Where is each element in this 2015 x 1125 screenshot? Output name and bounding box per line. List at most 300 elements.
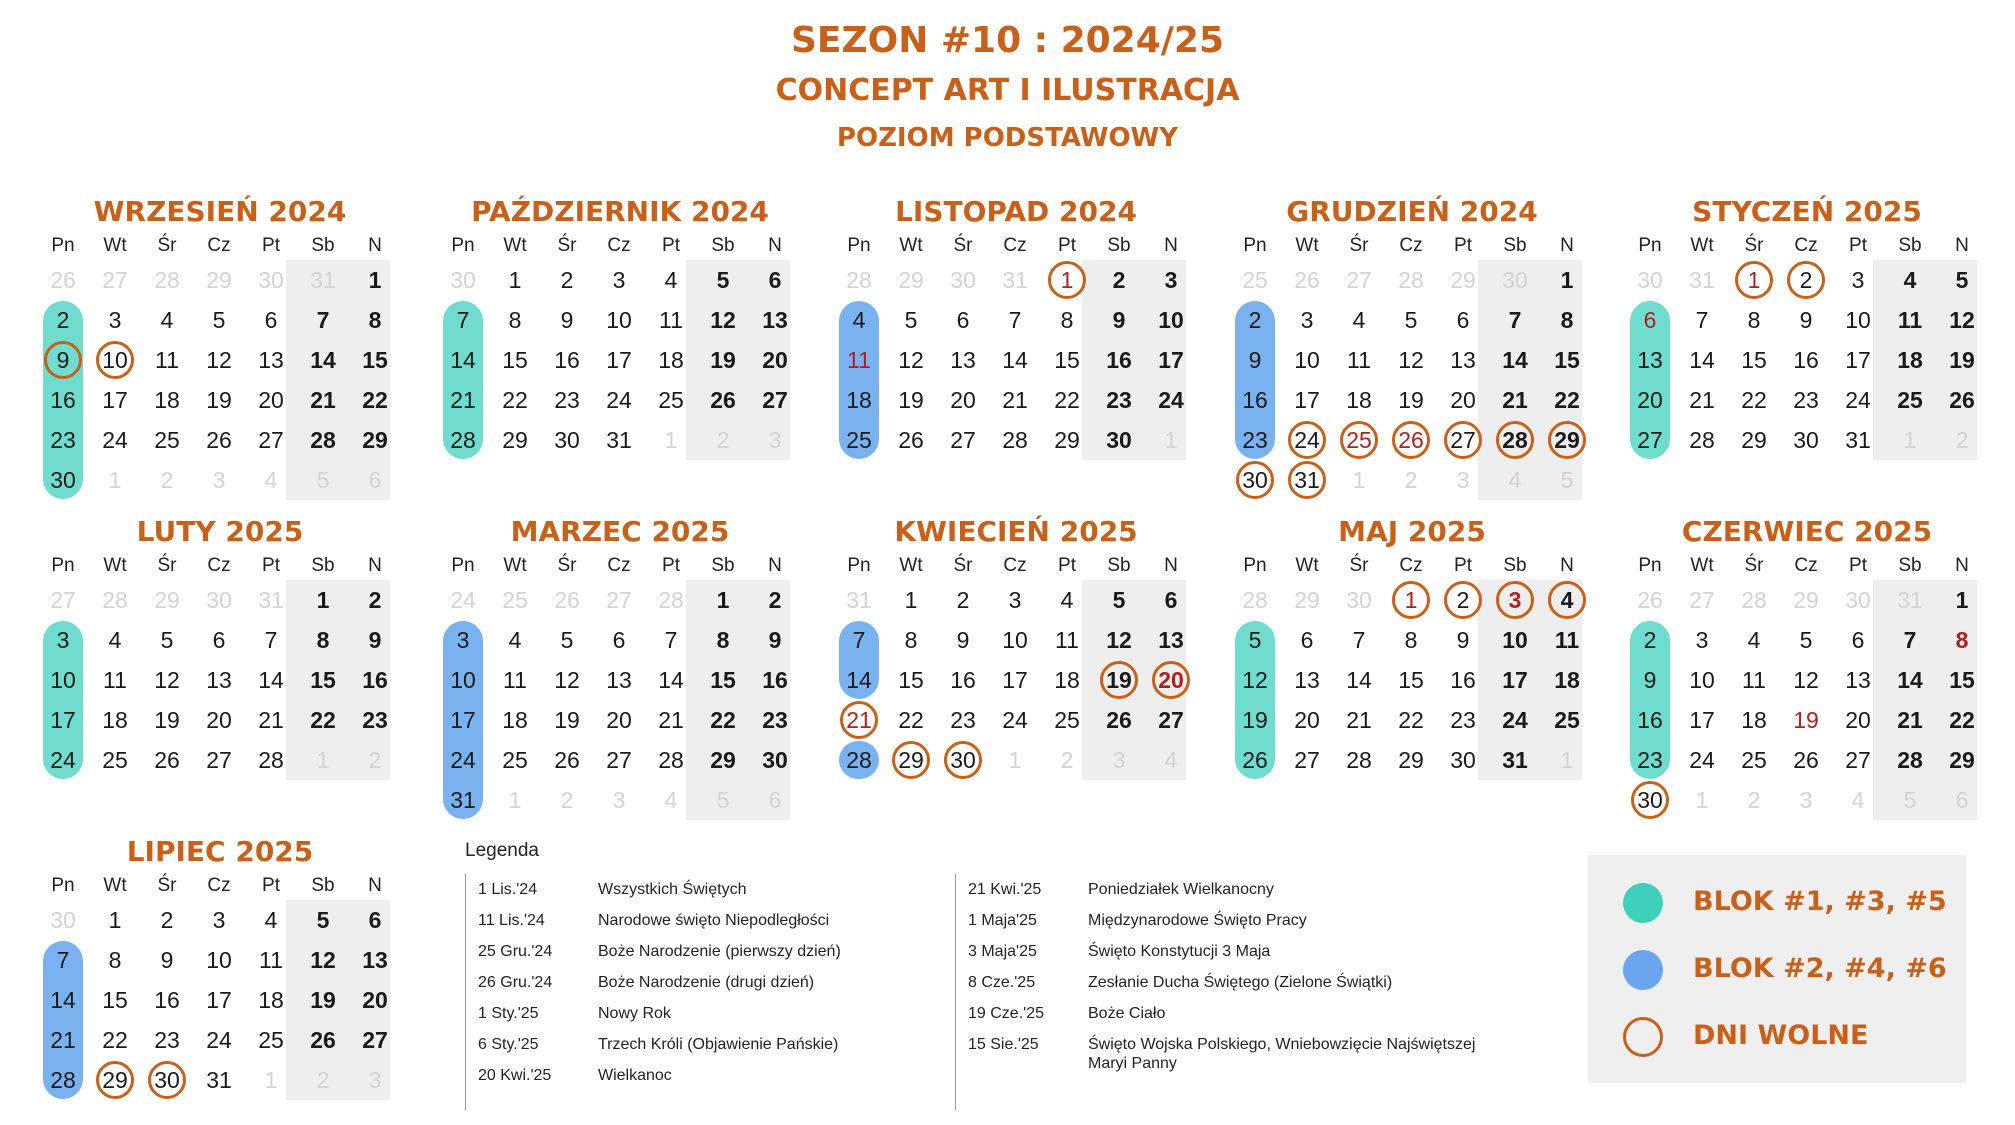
calendar-day: 23 bbox=[154, 1027, 180, 1053]
calendar-day: 14 bbox=[1002, 347, 1028, 373]
holiday-date: 3 Maja'25 bbox=[968, 943, 1037, 960]
weekday-label: Wt bbox=[899, 555, 923, 576]
calendar-day: 22 bbox=[310, 707, 336, 733]
weekday-label: N bbox=[768, 235, 782, 256]
adjacent-month-day: 31 bbox=[310, 267, 336, 293]
adjacent-month-day: 28 bbox=[846, 267, 872, 293]
calendar-day: 1 bbox=[1560, 267, 1574, 293]
calendar-day: 8 bbox=[368, 307, 382, 333]
calendar-day: 19 bbox=[1242, 707, 1268, 733]
calendar-day: 16 bbox=[1242, 387, 1268, 413]
color-key bbox=[1588, 855, 1966, 1083]
calendar-day: 15 bbox=[102, 987, 128, 1013]
holiday-name: Wszystkich Świętych bbox=[598, 881, 747, 898]
weekday-label: Cz bbox=[207, 235, 231, 256]
adjacent-month-day: 24 bbox=[450, 587, 476, 613]
calendar-day: 8 bbox=[108, 947, 122, 973]
adjacent-month-day: 26 bbox=[50, 267, 76, 293]
weekday-label: Wt bbox=[1295, 235, 1319, 256]
adjacent-month-day: 1 bbox=[1164, 427, 1178, 453]
calendar-day: 3 bbox=[56, 627, 70, 653]
holiday-name: Boże Ciało bbox=[1088, 1005, 1166, 1022]
calendar-day: 30 bbox=[1793, 427, 1819, 453]
adjacent-month-day: 30 bbox=[50, 907, 76, 933]
weekday-label: Cz bbox=[207, 875, 231, 896]
calendar-day: 24 bbox=[1002, 707, 1028, 733]
calendar-day: 9 bbox=[768, 627, 782, 653]
calendar-day: 21 bbox=[310, 387, 336, 413]
calendar-day: 4 bbox=[108, 627, 122, 653]
adjacent-month-day: 27 bbox=[1346, 267, 1372, 293]
key-teal-label: BLOK #1, #3, #5 bbox=[1693, 886, 1947, 917]
calendar-day: 23 bbox=[554, 387, 580, 413]
adjacent-month-day: 6 bbox=[768, 787, 782, 813]
holiday-date: 1 Lis.'24 bbox=[478, 881, 538, 898]
calendar-day: 10 bbox=[1158, 307, 1184, 333]
adjacent-month-day: 26 bbox=[1637, 587, 1663, 613]
weekday-label: Pn bbox=[847, 235, 871, 256]
calendar-day: 28 bbox=[658, 747, 684, 773]
calendar-day: 24 bbox=[1689, 747, 1715, 773]
calendar-day: 21 bbox=[1502, 387, 1528, 413]
calendar-day: 21 bbox=[258, 707, 284, 733]
adjacent-month-day: 25 bbox=[1242, 267, 1268, 293]
calendar-day: 7 bbox=[1695, 307, 1709, 333]
calendar-day: 19 bbox=[1106, 667, 1132, 693]
calendar-day: 26 bbox=[154, 747, 180, 773]
calendar-day: 1 bbox=[368, 267, 382, 293]
calendar-day: 6 bbox=[768, 267, 782, 293]
weekday-label: Wt bbox=[103, 555, 127, 576]
adjacent-month-day: 30 bbox=[206, 587, 232, 613]
calendar-day: 28 bbox=[1002, 427, 1028, 453]
calendar-day: 10 bbox=[206, 947, 232, 973]
adjacent-month-day: 25 bbox=[502, 587, 528, 613]
calendar-day: 11 bbox=[1055, 627, 1079, 653]
calendar-day: 26 bbox=[1398, 427, 1424, 453]
calendar-day: 8 bbox=[904, 627, 918, 653]
calendar-day: 6 bbox=[1164, 587, 1178, 613]
weekday-label: Pn bbox=[51, 235, 75, 256]
calendar-day: 2 bbox=[1643, 627, 1657, 653]
calendar-day: 4 bbox=[264, 907, 278, 933]
calendar-day: 1 bbox=[1747, 267, 1761, 293]
calendar-day: 7 bbox=[1508, 307, 1522, 333]
calendar-day: 27 bbox=[606, 747, 632, 773]
weekday-label: Pn bbox=[51, 875, 75, 896]
holiday-name: Poniedziałek Wielkanocny bbox=[1088, 881, 1274, 898]
calendar-day: 7 bbox=[264, 627, 278, 653]
calendar-day: 12 bbox=[710, 307, 736, 333]
weekday-label: Pt bbox=[262, 875, 280, 896]
calendar-day: 3 bbox=[1300, 307, 1314, 333]
calendar-day: 16 bbox=[1793, 347, 1819, 373]
calendar-day: 27 bbox=[762, 387, 788, 413]
calendar-day: 26 bbox=[206, 427, 232, 453]
calendar-day: 5 bbox=[716, 267, 730, 293]
weekday-label: Pn bbox=[1638, 235, 1662, 256]
calendar-day: 4 bbox=[160, 307, 174, 333]
adjacent-month-day: 31 bbox=[1897, 587, 1923, 613]
calendar-day: 17 bbox=[606, 347, 632, 373]
weekday-label: N bbox=[368, 875, 382, 896]
holiday-date: 1 Maja'25 bbox=[968, 912, 1037, 929]
adjacent-month-day: 2 bbox=[368, 747, 382, 773]
calendar-day: 12 bbox=[1398, 347, 1424, 373]
calendar-day: 22 bbox=[102, 1027, 128, 1053]
adjacent-month-day: 6 bbox=[368, 467, 382, 493]
calendar-day: 21 bbox=[1002, 387, 1028, 413]
adjacent-month-day: 5 bbox=[716, 787, 730, 813]
calendar-day: 18 bbox=[1346, 387, 1372, 413]
adjacent-month-day: 5 bbox=[316, 467, 330, 493]
calendar-day: 11 bbox=[503, 667, 527, 693]
adjacent-month-day: 29 bbox=[206, 267, 232, 293]
calendar-day: 7 bbox=[56, 947, 70, 973]
weekday-label: Wt bbox=[1295, 555, 1319, 576]
calendar-day: 1 bbox=[1060, 267, 1074, 293]
adjacent-month-day: 27 bbox=[1689, 587, 1715, 613]
calendar-day: 14 bbox=[450, 347, 476, 373]
calendar-day: 9 bbox=[1799, 307, 1813, 333]
calendar-day: 19 bbox=[1793, 707, 1819, 733]
adjacent-month-day: 3 bbox=[768, 427, 782, 453]
calendar-day: 19 bbox=[154, 707, 180, 733]
calendar-day: 11 bbox=[259, 947, 283, 973]
month-title: STYCZEŃ 2025 bbox=[1692, 195, 1922, 228]
weekday-label: N bbox=[1560, 235, 1574, 256]
calendar-day: 29 bbox=[1741, 427, 1767, 453]
calendar-day: 25 bbox=[258, 1027, 284, 1053]
calendar-day: 21 bbox=[846, 707, 872, 733]
calendar-day: 26 bbox=[710, 387, 736, 413]
calendar-day: 3 bbox=[108, 307, 122, 333]
calendar-day: 2 bbox=[56, 307, 70, 333]
calendar-day: 21 bbox=[658, 707, 684, 733]
calendar-day: 8 bbox=[1404, 627, 1418, 653]
calendar-day: 25 bbox=[1741, 747, 1767, 773]
calendar-day: 26 bbox=[1793, 747, 1819, 773]
calendar-day: 22 bbox=[1554, 387, 1580, 413]
calendar-day: 7 bbox=[664, 627, 678, 653]
adjacent-month-day: 28 bbox=[1398, 267, 1424, 293]
calendar-day: 17 bbox=[1002, 667, 1028, 693]
calendar-day: 21 bbox=[1897, 707, 1923, 733]
adjacent-month-day: 30 bbox=[1637, 267, 1663, 293]
calendar-day: 30 bbox=[50, 467, 76, 493]
holiday-name: Narodowe święto Niepodległości bbox=[598, 912, 830, 929]
weekday-label: Pt bbox=[662, 555, 680, 576]
calendar-day: 16 bbox=[362, 667, 388, 693]
adjacent-month-day: 29 bbox=[1793, 587, 1819, 613]
calendar-day: 2 bbox=[1799, 267, 1813, 293]
calendar-day: 8 bbox=[1955, 627, 1969, 653]
calendar-day: 30 bbox=[154, 1067, 180, 1093]
calendar-day: 11 bbox=[1554, 627, 1580, 653]
calendar-day: 1 bbox=[904, 587, 918, 613]
calendar-day: 4 bbox=[664, 267, 678, 293]
weekday-label: Pn bbox=[451, 235, 475, 256]
adjacent-month-day: 2 bbox=[160, 467, 174, 493]
weekday-label: Pn bbox=[451, 555, 475, 576]
calendar-day: 14 bbox=[1502, 347, 1528, 373]
adjacent-month-day: 1 bbox=[1903, 427, 1917, 453]
calendar-day: 30 bbox=[1242, 467, 1268, 493]
calendar-day: 15 bbox=[1949, 667, 1975, 693]
calendar-day: 7 bbox=[316, 307, 330, 333]
calendar-day: 4 bbox=[852, 307, 866, 333]
weekday-label: Sb bbox=[711, 555, 735, 576]
weekday-label: Pt bbox=[662, 235, 680, 256]
calendar-day: 19 bbox=[310, 987, 336, 1013]
weekday-label: Cz bbox=[1794, 555, 1818, 576]
month-title: MAJ 2025 bbox=[1338, 515, 1486, 548]
weekday-label: N bbox=[1560, 555, 1574, 576]
calendar-day: 28 bbox=[258, 747, 284, 773]
weekday-label: Cz bbox=[207, 555, 231, 576]
calendar-day: 17 bbox=[1689, 707, 1715, 733]
adjacent-month-day: 2 bbox=[1060, 747, 1074, 773]
calendar-day: 11 bbox=[1897, 307, 1923, 333]
calendar-day: 5 bbox=[1955, 267, 1969, 293]
weekday-label: Pt bbox=[1454, 235, 1472, 256]
weekday-label: Pn bbox=[847, 555, 871, 576]
holiday-date: 19 Cze.'25 bbox=[968, 1005, 1044, 1022]
calendar-day: 28 bbox=[1502, 427, 1528, 453]
calendar-day: 17 bbox=[450, 707, 476, 733]
adjacent-month-day: 31 bbox=[258, 587, 284, 613]
calendar-day: 28 bbox=[846, 747, 872, 773]
adjacent-month-day: 2 bbox=[1747, 787, 1761, 813]
calendar-day: 25 bbox=[1054, 707, 1080, 733]
weekday-label: Cz bbox=[1399, 235, 1423, 256]
weekday-label: N bbox=[368, 555, 382, 576]
calendar-day: 15 bbox=[362, 347, 388, 373]
calendar-day: 22 bbox=[1398, 707, 1424, 733]
holiday-date: 1 Sty.'25 bbox=[478, 1005, 539, 1022]
calendar-day: 13 bbox=[1294, 667, 1320, 693]
calendar-day: 29 bbox=[1398, 747, 1424, 773]
calendar-day: 3 bbox=[1164, 267, 1178, 293]
calendar-day: 28 bbox=[1897, 747, 1923, 773]
adjacent-month-day: 2 bbox=[316, 1067, 330, 1093]
adjacent-month-day: 29 bbox=[898, 267, 924, 293]
calendar-day: 11 bbox=[847, 347, 871, 373]
calendar-day: 18 bbox=[1741, 707, 1767, 733]
month-title: WRZESIEŃ 2024 bbox=[93, 195, 347, 228]
calendar-day: 17 bbox=[206, 987, 232, 1013]
calendar-day: 15 bbox=[1741, 347, 1767, 373]
calendar-day: 6 bbox=[368, 907, 382, 933]
holiday-date: 20 Kwi.'25 bbox=[478, 1067, 552, 1084]
weekday-label: Śr bbox=[157, 555, 177, 576]
calendar-day: 29 bbox=[898, 747, 924, 773]
calendar-day: 30 bbox=[1450, 747, 1476, 773]
calendar-day: 1 bbox=[716, 587, 730, 613]
adjacent-month-day: 1 bbox=[664, 427, 678, 453]
calendar-day: 25 bbox=[102, 747, 128, 773]
adjacent-month-day: 1 bbox=[108, 467, 122, 493]
calendar-day: 20 bbox=[1845, 707, 1871, 733]
calendar-day: 18 bbox=[502, 707, 528, 733]
legend-column-left bbox=[465, 874, 936, 1110]
weekday-label: Cz bbox=[607, 555, 631, 576]
calendar-day: 7 bbox=[1903, 627, 1917, 653]
calendar-day: 19 bbox=[1398, 387, 1424, 413]
calendar-day: 2 bbox=[768, 587, 782, 613]
calendar-day: 20 bbox=[1294, 707, 1320, 733]
calendar-day: 7 bbox=[1008, 307, 1022, 333]
calendar-day: 3 bbox=[1695, 627, 1709, 653]
calendar-day: 17 bbox=[50, 707, 76, 733]
weekday-label: N bbox=[768, 555, 782, 576]
calendar-day: 28 bbox=[1346, 747, 1372, 773]
calendar-day: 19 bbox=[554, 707, 580, 733]
calendar-day: 29 bbox=[1949, 747, 1975, 773]
calendar-day: 1 bbox=[1404, 587, 1418, 613]
calendar-day: 9 bbox=[56, 347, 70, 373]
month-title: KWIECIEŃ 2025 bbox=[894, 515, 1138, 548]
weekday-label: Sb bbox=[1898, 235, 1922, 256]
calendar-day: 13 bbox=[1637, 347, 1663, 373]
holiday-date: 15 Sie.'25 bbox=[968, 1036, 1039, 1053]
calendar-day: 18 bbox=[1897, 347, 1923, 373]
calendar-day: 29 bbox=[1554, 427, 1580, 453]
weekday-label: Sb bbox=[711, 235, 735, 256]
adjacent-month-day: 27 bbox=[50, 587, 76, 613]
adjacent-month-day: 27 bbox=[606, 587, 632, 613]
adjacent-month-day: 28 bbox=[1741, 587, 1767, 613]
weekday-label: Wt bbox=[899, 235, 923, 256]
calendar-day: 30 bbox=[762, 747, 788, 773]
adjacent-month-day: 26 bbox=[554, 587, 580, 613]
adjacent-month-day: 30 bbox=[950, 267, 976, 293]
calendar-day: 24 bbox=[1845, 387, 1871, 413]
calendar-day: 17 bbox=[1158, 347, 1184, 373]
calendar-day: 5 bbox=[1248, 627, 1262, 653]
calendar-day: 6 bbox=[212, 627, 226, 653]
holiday-name: Boże Narodzenie (pierwszy dzień) bbox=[598, 943, 841, 960]
calendar-day: 5 bbox=[1112, 587, 1126, 613]
calendar-day: 9 bbox=[956, 627, 970, 653]
adjacent-month-day: 1 bbox=[1695, 787, 1709, 813]
calendar-day: 28 bbox=[50, 1067, 76, 1093]
weekday-label: Pn bbox=[1243, 235, 1267, 256]
calendar-day: 17 bbox=[1502, 667, 1528, 693]
adjacent-month-day: 1 bbox=[508, 787, 522, 813]
calendar-day: 24 bbox=[102, 427, 128, 453]
calendar-day: 5 bbox=[160, 627, 174, 653]
calendar-day: 30 bbox=[1637, 787, 1663, 813]
weekday-label: Pt bbox=[1058, 235, 1076, 256]
holiday-date: 25 Gru.'24 bbox=[478, 943, 553, 960]
weekday-label: Sb bbox=[1898, 555, 1922, 576]
weekday-label: Śr bbox=[157, 875, 177, 896]
weekday-label: Śr bbox=[1349, 555, 1369, 576]
calendar-day: 3 bbox=[1851, 267, 1865, 293]
calendar-day: 29 bbox=[362, 427, 388, 453]
calendar-day: 18 bbox=[658, 347, 684, 373]
calendar-day: 8 bbox=[316, 627, 330, 653]
calendar-day: 11 bbox=[155, 347, 179, 373]
calendar-day: 5 bbox=[904, 307, 918, 333]
calendar-day: 18 bbox=[154, 387, 180, 413]
calendar-day: 3 bbox=[612, 267, 626, 293]
calendar-day: 2 bbox=[956, 587, 970, 613]
adjacent-month-day: 27 bbox=[102, 267, 128, 293]
calendar-day: 12 bbox=[310, 947, 336, 973]
calendar-day: 28 bbox=[450, 427, 476, 453]
weekday-label: Sb bbox=[311, 875, 335, 896]
calendar-day: 13 bbox=[206, 667, 232, 693]
calendar-day: 13 bbox=[362, 947, 388, 973]
calendar-day: 5 bbox=[560, 627, 574, 653]
calendar-day: 28 bbox=[1689, 427, 1715, 453]
calendar-day: 14 bbox=[50, 987, 76, 1013]
calendar-day: 10 bbox=[1502, 627, 1528, 653]
adjacent-month-day: 29 bbox=[1294, 587, 1320, 613]
calendar-day: 27 bbox=[258, 427, 284, 453]
weekday-label: Pt bbox=[1849, 555, 1867, 576]
holiday-name: Zesłanie Ducha Świętego (Zielone Świątki) bbox=[1088, 974, 1393, 991]
adjacent-month-day: 30 bbox=[1346, 587, 1372, 613]
adjacent-month-day: 4 bbox=[1851, 787, 1865, 813]
calendar-day: 2 bbox=[1112, 267, 1126, 293]
month-title: GRUDZIEŃ 2024 bbox=[1286, 195, 1538, 228]
season-title: SEZON #10 : 2024/25 bbox=[790, 20, 1225, 61]
key-off-label: DNI WOLNE bbox=[1693, 1020, 1869, 1051]
calendar-day: 22 bbox=[1949, 707, 1975, 733]
calendar-day: 17 bbox=[102, 387, 128, 413]
adjacent-month-day: 31 bbox=[1002, 267, 1028, 293]
teal-dot-icon bbox=[1623, 883, 1663, 923]
weekday-label: N bbox=[1164, 235, 1178, 256]
month-title: LIPIEC 2025 bbox=[126, 835, 314, 868]
calendar-day: 24 bbox=[1502, 707, 1528, 733]
calendar-day: 9 bbox=[1248, 347, 1262, 373]
calendar-day: 4 bbox=[508, 627, 522, 653]
holiday-date: 21 Kwi.'25 bbox=[968, 881, 1042, 898]
calendar-day: 20 bbox=[950, 387, 976, 413]
calendar-day: 12 bbox=[898, 347, 924, 373]
calendar-day: 20 bbox=[1637, 387, 1663, 413]
calendar-day: 4 bbox=[1560, 587, 1574, 613]
weekday-label: Sb bbox=[1503, 555, 1527, 576]
calendar-day: 23 bbox=[1106, 387, 1132, 413]
adjacent-month-day: 4 bbox=[264, 467, 278, 493]
calendar-day: 1 bbox=[508, 267, 522, 293]
calendar-day: 24 bbox=[206, 1027, 232, 1053]
calendar-day: 10 bbox=[1294, 347, 1320, 373]
calendar-day: 23 bbox=[762, 707, 788, 733]
calendar-day: 25 bbox=[658, 387, 684, 413]
weekday-label: N bbox=[1955, 555, 1969, 576]
adjacent-month-day: 4 bbox=[1164, 747, 1178, 773]
calendar-day: 2 bbox=[560, 267, 574, 293]
calendar-day: 12 bbox=[554, 667, 580, 693]
month-title: LUTY 2025 bbox=[136, 515, 304, 548]
weekday-label: Cz bbox=[1794, 235, 1818, 256]
calendar-day: 6 bbox=[1300, 627, 1314, 653]
weekday-label: Wt bbox=[1690, 235, 1714, 256]
calendar-day: 12 bbox=[1106, 627, 1132, 653]
calendar-day: 13 bbox=[762, 307, 788, 333]
weekday-label: Wt bbox=[103, 875, 127, 896]
calendar-day: 22 bbox=[710, 707, 736, 733]
calendar-day: 30 bbox=[554, 427, 580, 453]
calendar-day: 11 bbox=[1347, 347, 1371, 373]
calendar-day: 19 bbox=[710, 347, 736, 373]
